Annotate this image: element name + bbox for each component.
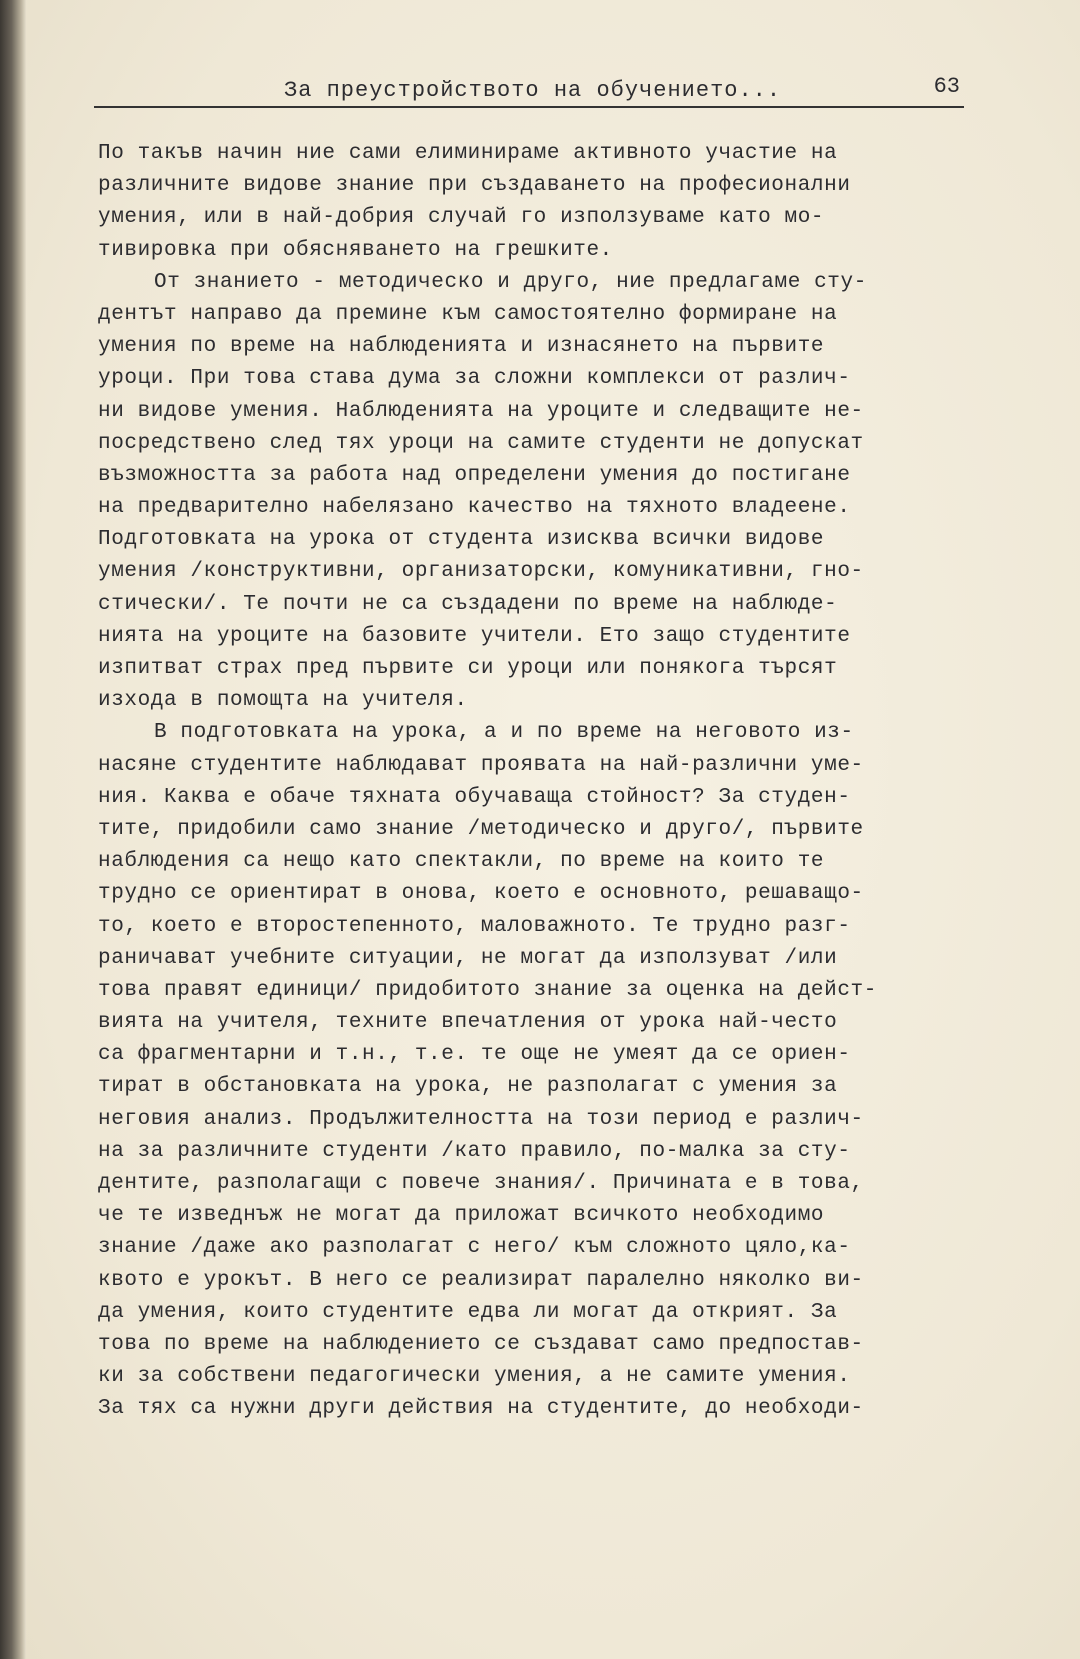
text-line: От знанието - методическо и друго, ние предлагаме сту- <box>154 270 867 294</box>
running-header <box>94 74 964 108</box>
text-line: неговия анализ. Продължителността на този период е различ- <box>98 1107 864 1131</box>
page-number: 63 <box>933 74 960 99</box>
text-line: тират в обстановката на урока, не разполагат с умения за <box>98 1075 838 1099</box>
text-line: тите, придобили само знание /методическо и друго/, първите <box>98 817 864 841</box>
text-line: наблюдения са нещо като спектакли, по време на които те <box>98 850 825 874</box>
text-line: то, което е второстепенното, маловажното. Те трудно разг- <box>98 914 851 938</box>
text-line: ки за собствени педагогически умения, а не самите умения. <box>98 1365 851 1389</box>
text-line: стически/. Те почти не са създадени по време на наблюде- <box>98 592 838 616</box>
text-line: на предварително набелязано качество на тяхното владеене. <box>98 496 851 520</box>
text-line: умения по време на наблюденията и изнасянето на първите <box>98 335 825 359</box>
text-line: ния. Каква е обаче тяхната обучаваща стойност? За студен- <box>98 785 851 809</box>
text-line: това правят единици/ придобитото знание за оценка на дейст- <box>98 978 877 1002</box>
text-line: трудно се ориентират в онова, което е основното, решаващо- <box>98 882 864 906</box>
text-line: За тях са нужни други действия на студентите, до необходи- <box>98 1397 864 1421</box>
text-line: нията на уроците на базовите учители. Ето защо студентите <box>98 624 851 648</box>
text-line: знание /даже ако разполагат с него/ към сложното цяло,ка- <box>98 1236 851 1260</box>
text-line: умения, или в най-добрия случай го използуваме като мо- <box>98 206 825 230</box>
text-line: възможността за работа над определени умения до постигане <box>98 463 851 487</box>
text-line: вията на учителя, техните впечатления от урока най-често <box>98 1011 838 1035</box>
text-line: изпитват страх пред първите си уроци или понякога търсят <box>98 657 838 680</box>
text-line: различните видове знание при създаването на професионални <box>98 174 851 198</box>
text-line: дентите, разполагащи с повече знания/. Причината е в това, <box>98 1172 864 1195</box>
text-line: да умения, които студентите едва ли могат да открият. За <box>98 1300 838 1324</box>
page <box>26 0 1080 1659</box>
body-text <box>98 138 978 1426</box>
text-line: са фрагментарни и т.н., т.е. те още не умеят да се ориен- <box>98 1043 851 1067</box>
book-spine-shadow <box>0 0 26 1659</box>
running-header-title: За преустройството на обучението... <box>284 78 782 103</box>
text-line: уроци. При това става дума за сложни комплекси от различ- <box>98 367 851 391</box>
text-line: тивировка при обясняването на грешките. <box>98 238 613 262</box>
text-line: квото е урокът. В него се реализират паралелно няколко ви- <box>98 1268 864 1292</box>
text-line: дентът направо да премине към самостоятелно формиране на <box>98 302 838 326</box>
text-line: това по време на наблюдението се създават само предпостав- <box>98 1332 864 1356</box>
text-line: По такъв начин ние сами елиминираме активното участие на <box>98 142 838 165</box>
text-line: ни видове умения. Наблюденията на уроците и следващите не- <box>98 399 864 423</box>
text-line: на за различните студенти /като правило, по-малка за сту- <box>98 1139 851 1163</box>
text-line: раничават учебните ситуации, не могат да използуват /или <box>98 946 838 970</box>
text-line: В подготовката на урока, а и по време на неговото из- <box>154 721 854 745</box>
text-line: Подготовката на урока от студента изисква всички видове <box>98 528 825 552</box>
text-line: умения /конструктивни, организаторски, комуникативни, гно- <box>98 560 864 584</box>
text-line: че те изведнъж не могат да приложат всичкото необходимо <box>98 1204 825 1228</box>
text-line: посредствено след тях уроци на самите студенти не допускат <box>98 431 864 455</box>
text-line: насяне студентите наблюдават проявата на най-различни уме- <box>98 753 864 777</box>
text-line: изхода в помощта на учителя. <box>98 689 468 713</box>
